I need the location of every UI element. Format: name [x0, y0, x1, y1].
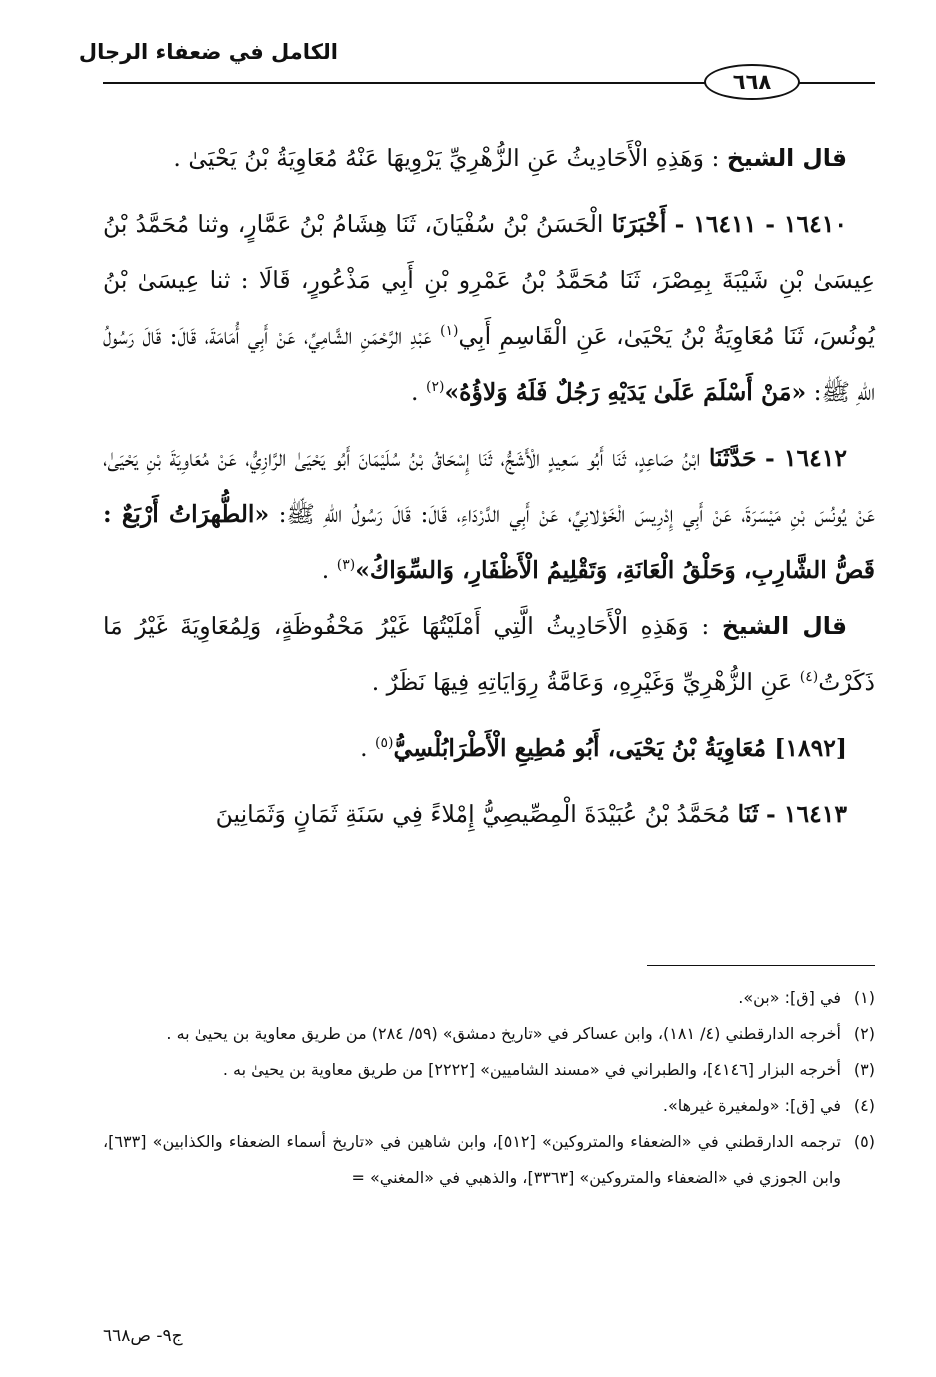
hadith-matn: «الطُّهرَاتُ أَرْبَعٌ : قَصُّ الشَّارِبِ، وَحَلْقُ الْعَانَةِ، وَتَقْلِيمُ الْأَظْفَارِ، وَالسِّوَاكُ» — [103, 500, 875, 584]
footnote-ref-3[interactable]: (٣) — [336, 557, 356, 573]
footnote-text: ترجمه الدارقطني في «الضعفاء والمتروكين» [٥١٢]، وابن شاهين في «تاريخ أسماء الضعفاء والكذابين» [٦٣٣]، وابن الجوزي في «الضعفاء والمتروكين» [٣٣٦٣]، والذهبي في «المغني» = — [103, 1132, 842, 1187]
footnote-ref-5[interactable]: (٥) — [375, 735, 394, 751]
narration-keyword: أَخْبَرَنَا — [611, 210, 667, 238]
footnote-number: (٢) — [853, 1024, 875, 1043]
paragraph-text: عَنِ الزُّهْرِيِّ وَغَيْرِهِ، وَعَامَّةُ رِوَايَاتِهِ فِيهَا نَظَرٌ . — [371, 668, 793, 696]
footnote-item — [103, 1016, 875, 1052]
isnad-text: الْحَسَنُ بْنُ سُفْيَانَ، ثَنَا هِشَامُ بْنُ عَمَّارٍ، وثنا مُحَمَّدُ بْنُ عِيسَىٰ بْنِ شَيْبَةَ بِمِصْرَ، ثَنَا مُحَمَّدُ بْنُ عَمْرِو بْنِ أَبِي مَذْعُورٍ، قَالَا : ثنا عِيسَىٰ بْنُ يُونُسَ، ثَنَا مُعَاوِيَةُ بْنُ يَحْيَىٰ، عَنِ الْقَاسِمِ أَبِي — [103, 210, 875, 350]
sheikh-label: قال الشيخ — [721, 612, 847, 640]
sentence-end: . — [360, 734, 368, 762]
hadith-matn: «مَنْ أَسْلَمَ عَلَىٰ يَدَيْهِ رَجُلٌ فَلَهُ وَلاؤُهُ» — [444, 378, 807, 406]
paragraph-hadith-16412 — [103, 430, 875, 598]
volume-page-reference: ج٩- ص٦٦٨ — [103, 1326, 183, 1346]
sentence-end: . — [321, 556, 330, 584]
running-header-title: الكامل في ضعفاء الرجال — [78, 40, 338, 64]
footnote-number: (٥) — [853, 1132, 875, 1151]
biography-title: [١٨٩٢] مُعَاوِيَةُ بْنُ يَحْيَى، أَبُو مُطِيعِ الْأَطْرَابُلْسِيُّ — [393, 734, 847, 762]
isnad-text: مُحَمَّدُ بْنُ عُبَيْدَةَ الْمِصِّيصِيُّ إِمْلاءً فِي سَنَةِ ثَمَانٍ وَثَمَانِينَ — [215, 800, 731, 828]
footnote-ref-1[interactable]: (١) — [439, 323, 459, 339]
footnote-text: أخرجه البزار [٤١٤٦]، والطبراني في «مسند الشاميين» [٢٢٢٢] من طريق معاوية بن يحيىٰ به . — [222, 1060, 841, 1079]
biography-heading — [103, 720, 875, 776]
paragraph-text: : وَهَذِهِ الْأَحَادِيثُ عَنِ الزُّهْرِيِّ يَرْوِيهَا عَنْهُ مُعَاوِيَةُ بْنُ يَحْيَىٰ . — [173, 144, 720, 172]
hadith-number: ١٦٤١٠ - ١٦٤١١ - — [674, 210, 848, 238]
sentence-end: . — [411, 378, 419, 406]
paragraph-hadith-16413 — [103, 786, 875, 842]
footnote-item — [103, 1052, 875, 1088]
isnad-text: عَبْدِ الرَّحْمَنِ الشَّامِيِّ، عَنْ أَبِي أُمَامَةَ، قَالَ: قَالَ رَسُولُ اللهِ ﷺ: — [103, 322, 875, 406]
footnote-text: في [ق]: «ولمغيرة غيرها». — [662, 1096, 841, 1115]
narration-keyword: ثَنَا — [737, 800, 759, 828]
paragraph-hadith-16410 — [103, 196, 875, 420]
narration-keyword: حَدَّثَنَا — [708, 444, 757, 472]
footnote-item — [103, 980, 875, 1016]
paragraph-commentary-2 — [103, 598, 875, 710]
hadith-number: ١٦٤١٣ - — [765, 800, 847, 828]
isnad-text: ابْنُ صَاعِدٍ، ثَنَا أَبُو سَعِيدٍ الْأَشَجُّ، ثَنَا إِسْحَاقُ بْنُ سُلَيْمَانَ أَبُو يَحْيَىٰ الرَّازِيُّ، عَنْ مُعَاوِيَةَ بْنِ يَحْيَىٰ، عَنْ يُونُسَ بْنِ مَيْسَرَةَ، عَنْ أَبِي إِدْرِيسَ الْخَوْلانِيِّ، عَنْ أَبِي الدَّرْدَاءِ، قَالَ: قَالَ رَسُولُ اللهِ ﷺ: — [103, 444, 875, 528]
paragraph-commentary-1 — [103, 130, 875, 186]
sheikh-label: قال الشيخ — [726, 144, 847, 172]
main-text — [103, 130, 875, 842]
footnote-number: (٣) — [853, 1060, 875, 1079]
footnote-ref-2[interactable]: (٢) — [426, 379, 445, 395]
page-number-badge: ٦٦٨ — [704, 64, 800, 100]
footnote-ref-4[interactable]: (٤) — [799, 669, 819, 685]
footnote-text: أخرجه الدارقطني (٤/ ١٨١)، وابن عساكر في «تاريخ دمشق» (٥٩/ ٢٨٤) من طريق معاوية بن يحيىٰ به . — [166, 1024, 841, 1043]
hadith-number: ١٦٤١٢ - — [764, 444, 847, 472]
footnote-number: (١) — [853, 988, 875, 1007]
footnote-item — [103, 1124, 875, 1196]
footnotes — [103, 980, 875, 1196]
footnote-number: (٤) — [853, 1096, 875, 1115]
footnote-text: في [ق]: «بن». — [738, 988, 841, 1007]
paragraph-text: : وَهَذِهِ الْأَحَادِيثُ الَّتِي أَمْلَيْتُهَا غَيْرُ مَحْفُوظَةٍ، وَلِمُعَاوِيَةَ غَيْرُ مَا ذَكَرْتُ — [103, 612, 875, 696]
footnote-separator — [647, 965, 875, 966]
footnote-item — [103, 1088, 875, 1124]
